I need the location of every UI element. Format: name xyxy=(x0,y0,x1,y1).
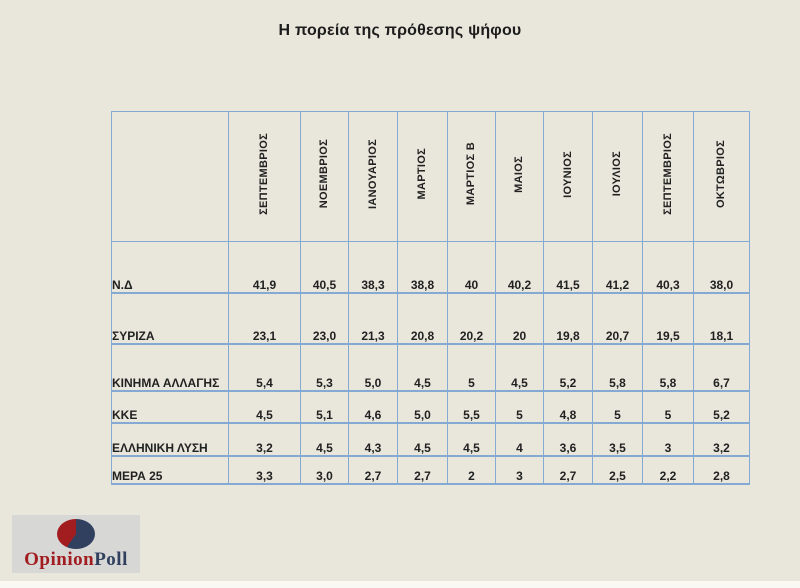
month-header-cell xyxy=(301,112,349,242)
value-cell: 38,8 xyxy=(398,242,448,293)
value-cell: 5,8 xyxy=(643,344,694,391)
value-cell: 4,5 xyxy=(301,423,349,456)
value-cell: 3 xyxy=(643,423,694,456)
month-label: ΜΑΙΟΣ xyxy=(513,155,525,193)
value-cell: 3,3 xyxy=(229,456,301,484)
value-cell: 5,0 xyxy=(349,344,398,391)
month-header-cell xyxy=(496,112,544,242)
logo-brand-primary: Opinion xyxy=(24,549,95,570)
value-cell: 41,5 xyxy=(544,242,593,293)
value-cell: 3,5 xyxy=(593,423,643,456)
table-body xyxy=(112,242,750,484)
value-cell: 40 xyxy=(448,242,496,293)
value-cell: 20,2 xyxy=(448,293,496,344)
value-cell: 21,3 xyxy=(349,293,398,344)
value-cell: 2,7 xyxy=(544,456,593,484)
value-cell: 5,8 xyxy=(593,344,643,391)
value-cell: 2,2 xyxy=(643,456,694,484)
table-header-row xyxy=(112,112,750,242)
table-row xyxy=(112,391,750,423)
party-name: ΚΚΕ xyxy=(112,391,229,423)
opinionpoll-logo xyxy=(12,515,140,573)
month-header-cell xyxy=(643,112,694,242)
party-name: Ν.Δ xyxy=(112,242,229,293)
month-label: ΜΑΡΤΙΟΣ Β xyxy=(465,142,477,206)
month-label: ΣΕΠΤΕΜΒΡΙΟΣ xyxy=(661,133,674,215)
value-cell: 3,2 xyxy=(694,423,750,456)
value-cell: 38,3 xyxy=(349,242,398,293)
table-row xyxy=(112,344,750,391)
table-row xyxy=(112,456,750,484)
value-cell: 2 xyxy=(448,456,496,484)
value-cell: 5,4 xyxy=(229,344,301,391)
party-name: ΚΙΝΗΜΑ ΑΛΛΑΓΗΣ xyxy=(112,344,229,391)
value-cell: 19,5 xyxy=(643,293,694,344)
value-cell: 4,8 xyxy=(544,391,593,423)
value-cell: 4,5 xyxy=(496,344,544,391)
value-cell: 20 xyxy=(496,293,544,344)
value-cell: 6,7 xyxy=(694,344,750,391)
logo-wordmark xyxy=(12,550,140,569)
value-cell: 4,5 xyxy=(448,423,496,456)
corner-cell xyxy=(112,112,229,242)
value-cell: 5,2 xyxy=(694,391,750,423)
value-cell: 5 xyxy=(643,391,694,423)
value-cell: 20,8 xyxy=(398,293,448,344)
value-cell: 5,0 xyxy=(398,391,448,423)
party-name: ΕΛΛΗΝΙΚΗ ΛΥΣΗ xyxy=(112,423,229,456)
party-name: ΜΕΡΑ 25 xyxy=(112,456,229,484)
value-cell: 2,7 xyxy=(398,456,448,484)
value-cell: 41,9 xyxy=(229,242,301,293)
voting-intention-table xyxy=(111,111,750,485)
value-cell: 3,6 xyxy=(544,423,593,456)
value-cell: 4,5 xyxy=(398,423,448,456)
month-header-cell xyxy=(694,112,750,242)
value-cell: 5,3 xyxy=(301,344,349,391)
value-cell: 40,5 xyxy=(301,242,349,293)
value-cell: 3,2 xyxy=(229,423,301,456)
value-cell: 23,1 xyxy=(229,293,301,344)
value-cell: 5 xyxy=(448,344,496,391)
value-cell: 3,0 xyxy=(301,456,349,484)
month-label: ΟΚΤΩΒΡΙΟΣ xyxy=(715,139,727,209)
table-row xyxy=(112,293,750,344)
month-header-cell xyxy=(544,112,593,242)
month-header-cell xyxy=(398,112,448,242)
value-cell: 2,8 xyxy=(694,456,750,484)
value-cell: 5,2 xyxy=(544,344,593,391)
month-label: ΣΕΠΤΕΜΒΡΙΟΣ xyxy=(258,133,270,215)
value-cell: 4,3 xyxy=(349,423,398,456)
month-label: ΙΟΥΛΙΟΣ xyxy=(611,151,623,197)
value-cell: 40,2 xyxy=(496,242,544,293)
table-row xyxy=(112,423,750,456)
value-cell: 4,6 xyxy=(349,391,398,423)
table-row xyxy=(112,242,750,293)
value-cell: 41,2 xyxy=(593,242,643,293)
month-header-cell xyxy=(593,112,643,242)
value-cell: 4 xyxy=(496,423,544,456)
logo-brand-secondary: Poll xyxy=(94,549,128,570)
pie-chart-icon xyxy=(57,519,95,549)
page-title: Η πορεία της πρόθεσης ψήφου xyxy=(278,22,522,39)
slide-bottom-edge xyxy=(0,581,800,588)
value-cell: 4,5 xyxy=(229,391,301,423)
value-cell: 2,7 xyxy=(349,456,398,484)
value-cell: 4,5 xyxy=(398,344,448,391)
month-label: ΝΟΕΜΒΡΙΟΣ xyxy=(318,139,330,209)
month-header-cell xyxy=(349,112,398,242)
value-cell: 5 xyxy=(496,391,544,423)
party-name: ΣΥΡΙΖΑ xyxy=(112,293,229,344)
month-label: ΜΑΡΤΙΟΣ xyxy=(416,148,428,200)
value-cell: 5,5 xyxy=(448,391,496,423)
month-header-cell xyxy=(229,112,301,242)
value-cell: 38,0 xyxy=(694,242,750,293)
value-cell: 18,1 xyxy=(694,293,750,344)
month-label: ΙΟΥΝΙΟΣ xyxy=(561,150,574,198)
value-cell: 3 xyxy=(496,456,544,484)
value-cell: 20,7 xyxy=(593,293,643,344)
value-cell: 40,3 xyxy=(643,242,694,293)
value-cell: 2,5 xyxy=(593,456,643,484)
value-cell: 5 xyxy=(593,391,643,423)
value-cell: 5,1 xyxy=(301,391,349,423)
month-header-cell xyxy=(448,112,496,242)
value-cell: 23,0 xyxy=(301,293,349,344)
month-label: ΙΑΝΟΥΑΡΙΟΣ xyxy=(366,138,379,210)
value-cell: 19,8 xyxy=(544,293,593,344)
